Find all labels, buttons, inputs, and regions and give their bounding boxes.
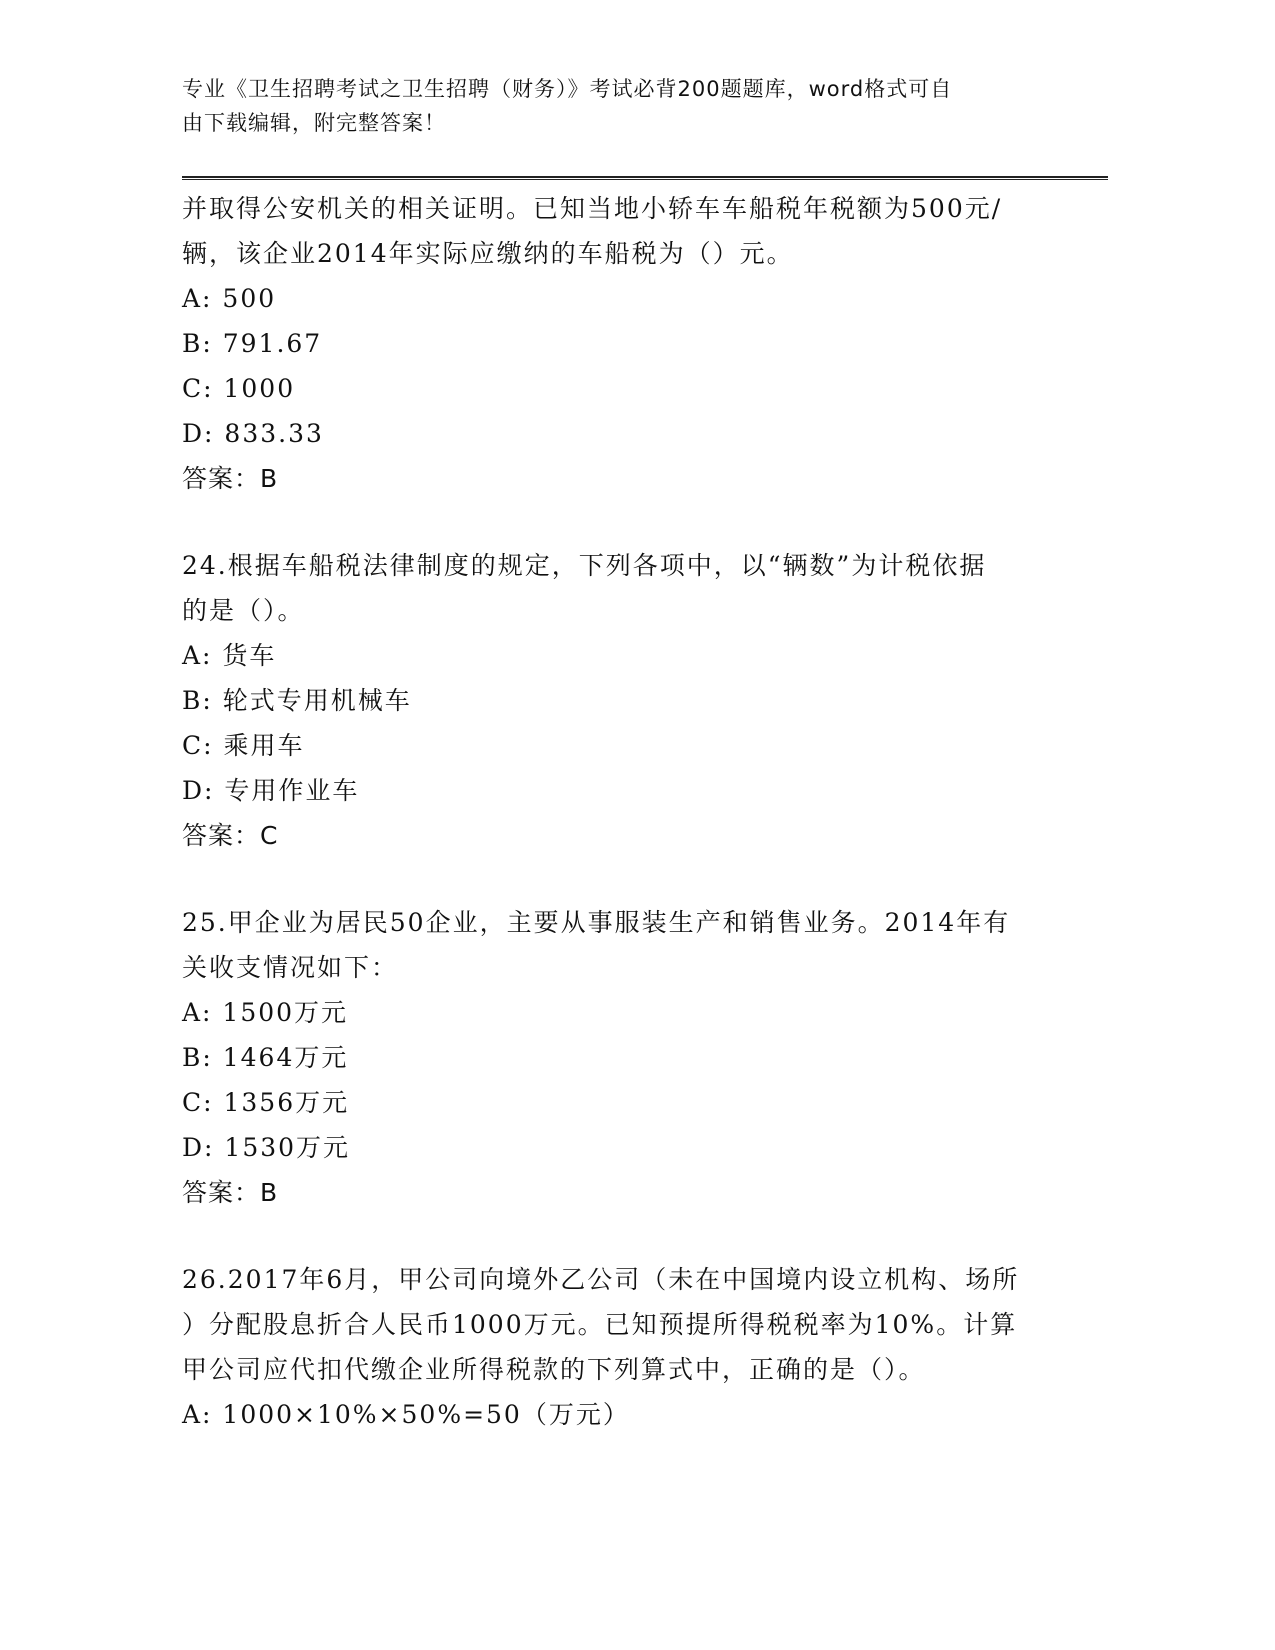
question-list: [182, 186, 1062, 1437]
option-b: B: 1464万元: [182, 1043, 349, 1072]
option-d: D: 专用作业车: [182, 776, 360, 805]
question-24: [182, 543, 1062, 858]
option-d: D: 1530万元: [182, 1133, 351, 1162]
question-stem-line: ）分配股息折合人民币1000万元。已知预提所得税税率为10%。计算: [182, 1310, 1018, 1339]
question-stem-line: 辆，该企业2014年实际应缴纳的车船税为（）元。: [182, 239, 794, 268]
header-divider: [182, 176, 1108, 180]
option-a: A: 1000×10%×50%=50（万元）: [182, 1400, 630, 1429]
option-a: A: 货车: [182, 641, 277, 670]
question-23: [182, 186, 1062, 501]
option-d: D: 833.33: [182, 419, 324, 448]
option-a: A: 1500万元: [182, 998, 349, 1027]
question-stem-line: 25.甲企业为居民50企业，主要从事服装生产和销售业务。2014年有: [182, 908, 1011, 937]
question-26: [182, 1257, 1062, 1437]
question-stem-line: 24.根据车船税法律制度的规定，下列各项中，以“辆数”为计税依据: [182, 551, 987, 580]
question-stem-line: 26.2017年6月，甲公司向境外乙公司（未在中国境内设立机构、场所: [182, 1265, 1020, 1294]
question-stem-line: 关收支情况如下：: [182, 953, 399, 982]
option-a: A: 500: [182, 284, 277, 313]
document-header: [182, 72, 1062, 140]
answer-line: 答案：C: [182, 821, 279, 850]
header-line-2: 由下载编辑，附完整答案！: [182, 111, 446, 135]
option-c: C: 1356万元: [182, 1088, 350, 1117]
option-c: C: 乘用车: [182, 731, 305, 760]
question-25: [182, 900, 1062, 1215]
option-b: B: 轮式专用机械车: [182, 686, 412, 715]
question-stem-line: 的是（）。: [182, 596, 305, 625]
option-c: C: 1000: [182, 374, 296, 403]
question-stem-line: 并取得公安机关的相关证明。已知当地小轿车车船税年税额为500元/: [182, 194, 1003, 223]
header-line-1: 专业《卫生招聘考试之卫生招聘（财务）》考试必背200题题库，word格式可自: [182, 77, 953, 101]
answer-line: 答案：B: [182, 464, 279, 493]
option-b: B: 791.67: [182, 329, 323, 358]
question-stem-line: 甲公司应代扣代缴企业所得税款的下列算式中，正确的是（）。: [182, 1355, 926, 1384]
answer-line: 答案：B: [182, 1178, 279, 1207]
